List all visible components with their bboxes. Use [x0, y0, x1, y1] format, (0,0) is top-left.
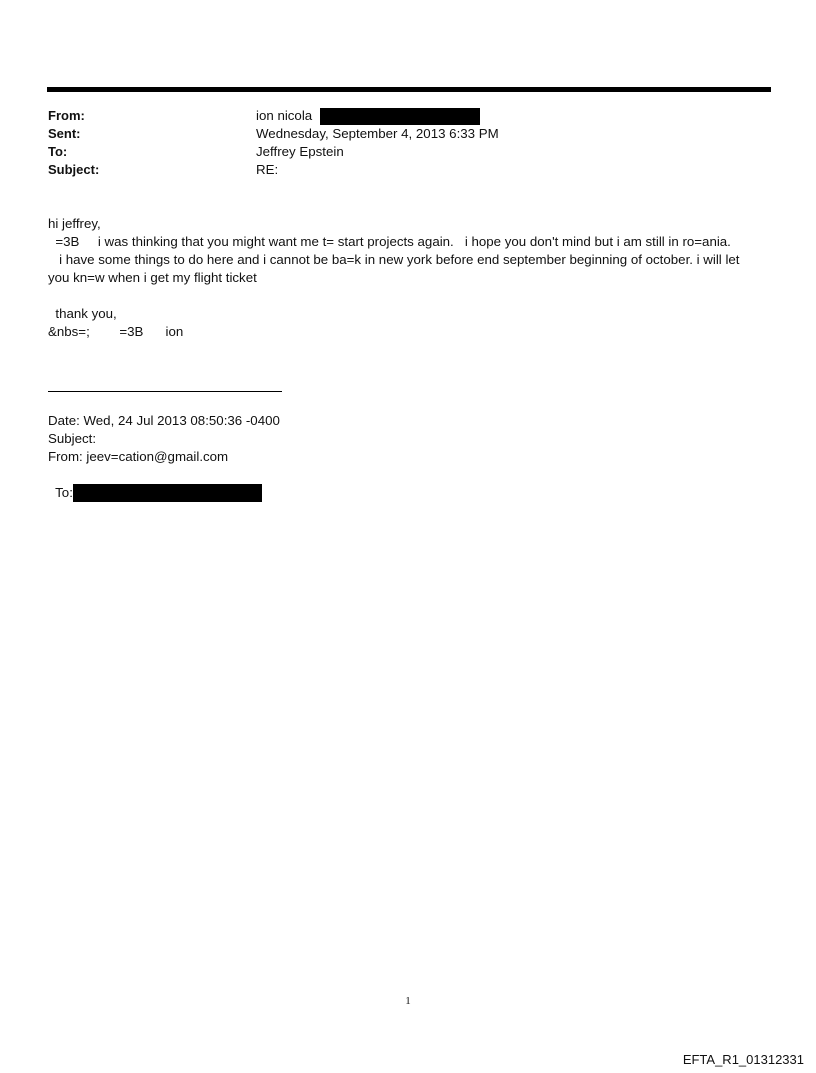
redaction-box: [320, 108, 480, 125]
from-value: [256, 107, 480, 125]
sent-value: Wednesday, September 4, 2013 6:33 PM: [256, 126, 499, 141]
bates-number: EFTA_R1_01312331: [682, 1052, 804, 1067]
redaction-box: [73, 484, 262, 502]
body-line: thank you,: [48, 306, 117, 321]
quoted-to-row: [48, 466, 262, 502]
header-divider: [47, 87, 771, 92]
subject-label: Subject:: [48, 162, 100, 177]
from-label: From:: [48, 108, 85, 123]
quote-divider: [48, 391, 282, 392]
body-line: &nbs=; =3B ion: [48, 324, 184, 339]
body-line: hi jeffrey,: [48, 216, 101, 231]
quoted-subject: Subject:: [48, 431, 97, 446]
quoted-date: Date: Wed, 24 Jul 2013 08:50:36 -0400: [48, 413, 280, 428]
to-label: To:: [48, 144, 68, 159]
body-line: you kn=w when i get my flight ticket: [48, 270, 257, 285]
body-line: i have some things to do here and i cannot be ba=k in new york before end september beginning of october. i will let: [48, 252, 740, 267]
to-value: Jeffrey Epstein: [256, 144, 344, 159]
from-name: ion nicola: [256, 108, 313, 123]
quoted-from: From: jeev=cation@gmail.com: [48, 449, 229, 464]
subject-value: RE:: [256, 162, 279, 177]
body-line: =3B i was thinking that you might want me t= start projects again. i hope you don't mind but i am still in ro=ania.: [48, 234, 731, 249]
quoted-to-label: To:: [55, 485, 73, 500]
sent-label: Sent:: [48, 126, 81, 141]
page-number: 1: [405, 995, 411, 1007]
